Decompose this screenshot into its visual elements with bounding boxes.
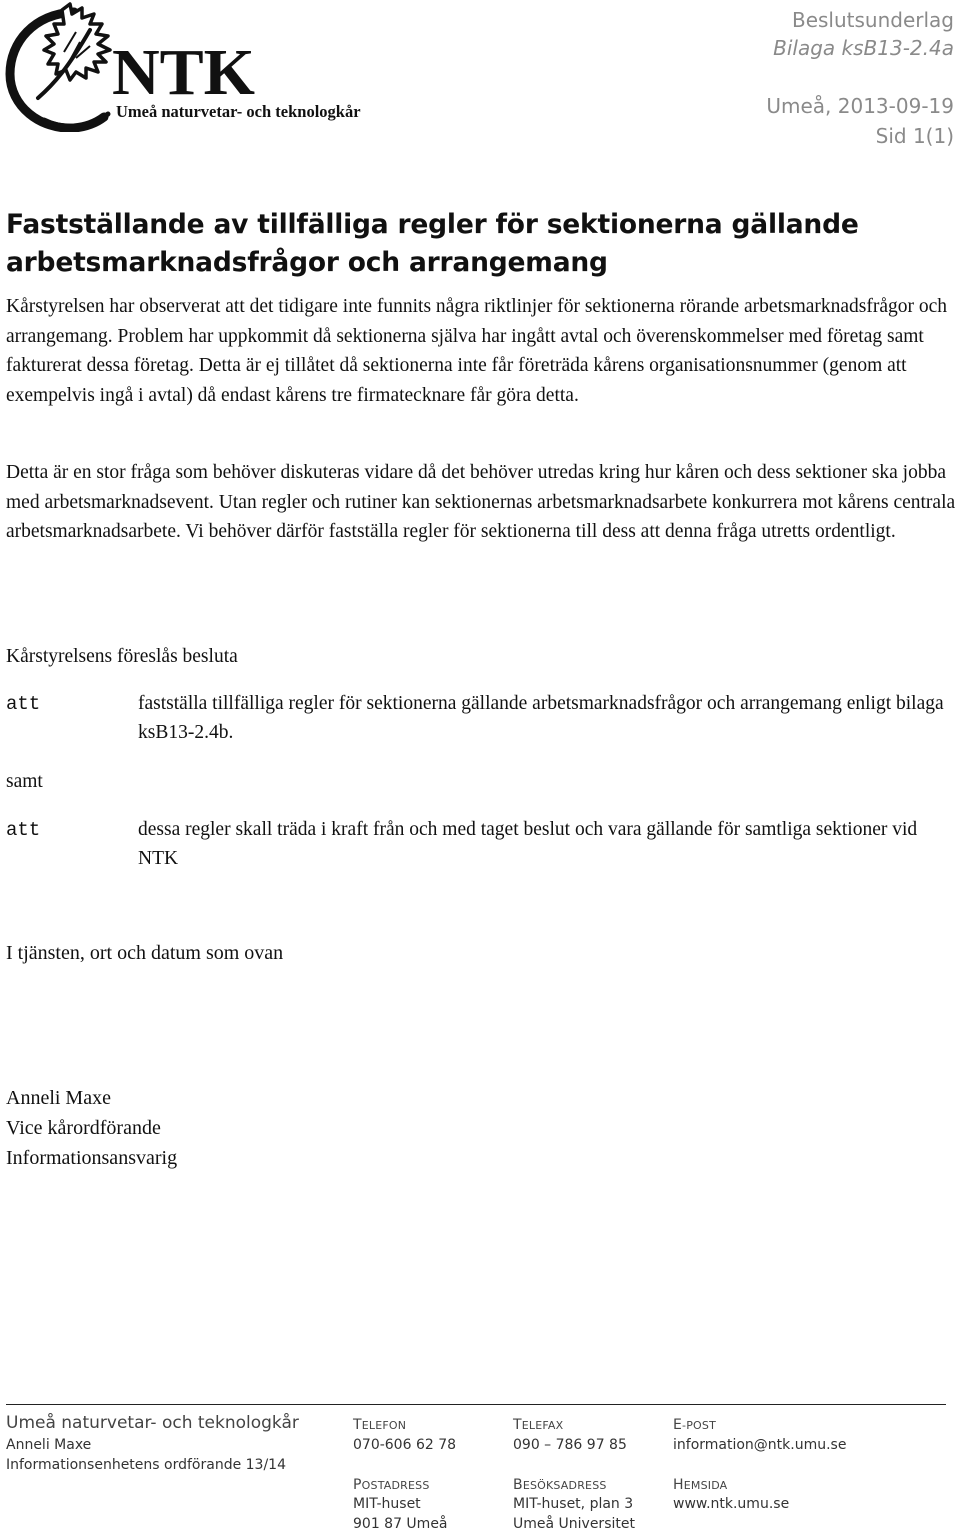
- footer-divider: [6, 1404, 946, 1405]
- footer-person: Anneli Maxe: [6, 1437, 92, 1453]
- footer-besok-label: BESÖKSADRESS: [513, 1477, 607, 1493]
- footer-person-role: Informationsenhetens ordförande 13/14: [6, 1457, 286, 1473]
- footer-hemsida-label: HEMSIDA: [673, 1477, 728, 1493]
- att-label: att: [6, 693, 41, 715]
- footer-postadress-label: POSTADRESS: [353, 1477, 430, 1493]
- footer-postadress: MIT-huset: [353, 1496, 421, 1512]
- document-title: Fastställande av tillfälliga regler för sektionerna gällande arbetsmarknadsfrågor och arrangemang: [6, 209, 859, 278]
- logo-subtitle: Umeå naturvetar- och teknologkår: [116, 102, 361, 121]
- closing-line: I tjänsten, ort och datum som ovan: [6, 942, 284, 964]
- signer-name: Anneli Maxe: [6, 1087, 111, 1109]
- proposal-item: fastställa tillfälliga regler för sektionerna gällande arbetsmarknadsfrågor och arrangemang enligt bilaga ksB13-2.4b.: [138, 693, 944, 743]
- signer-role: Vice kårordförande: [6, 1117, 161, 1139]
- footer-telefax-label: TELEFAX: [513, 1417, 564, 1433]
- ntk-logo: [4, 2, 361, 132]
- connector-samt: samt: [6, 771, 43, 792]
- logo-wordmark: NTK: [112, 36, 256, 109]
- proposal-heading: Kårstyrelsens föreslås besluta: [6, 646, 238, 667]
- proposal-item: dessa regler skall träda i kraft från och med taget beslut och vara gällande för samtliga sektioner vid NTK: [138, 819, 918, 869]
- attachment-label: Bilaga ksB13-2.4a: [773, 36, 954, 60]
- footer-postadress: 901 87 Umeå: [353, 1516, 448, 1532]
- footer-besok: MIT-huset, plan 3: [513, 1496, 634, 1512]
- att-label: att: [6, 819, 41, 841]
- doc-type: Beslutsunderlag: [791, 8, 954, 32]
- footer-telefon: 070-606 62 78: [353, 1437, 457, 1453]
- place-date: Umeå, 2013-09-19: [766, 94, 954, 118]
- signer-role: Informationsansvarig: [6, 1147, 178, 1169]
- footer-telefax: 090 – 786 97 85: [513, 1437, 627, 1453]
- footer-org: Umeå naturvetar- och teknologkår: [6, 1413, 299, 1433]
- page-number: Sid 1(1): [875, 124, 954, 148]
- footer-epost[interactable]: information@ntk.umu.se: [673, 1437, 847, 1453]
- footer-hemsida[interactable]: www.ntk.umu.se: [673, 1496, 790, 1512]
- footer-epost-label: E-POST: [673, 1417, 717, 1433]
- footer-besok: Umeå Universitet: [513, 1516, 635, 1532]
- paragraph-motivation: Detta är en stor fråga som behöver diskuteras vidare då det behöver utredas kring hur kåren och dess sektioner ska jobba med arbetsmarknadsevent. Utan regler och rutiner kan sektionernas arbetsmarknadsarbete konkurrera mot kårens centrala arbetsmarknadsarbete. Vi behöver därför fastställa regler för sektionerna till dess att denna fråga utretts ordentligt.: [6, 462, 956, 542]
- paragraph-background: Kårstyrelsen har observerat att det tidigare inte funnits några riktlinjer för sektionerna rörande arbetsmarknadsfrågor och arrangemang. Problem har uppkommit då sektionerna själva har ingått avtal och överenskommelser med företag samt fakturerat dessa företag. Detta är ej tillåtet då sektionerna inte får företräda kårens organisationsnummer (genom att exempelvis ingå i avtal) då endast kårens tre firmatecknare får göra detta.: [6, 296, 948, 406]
- footer-telefon-label: TELEFON: [353, 1417, 407, 1433]
